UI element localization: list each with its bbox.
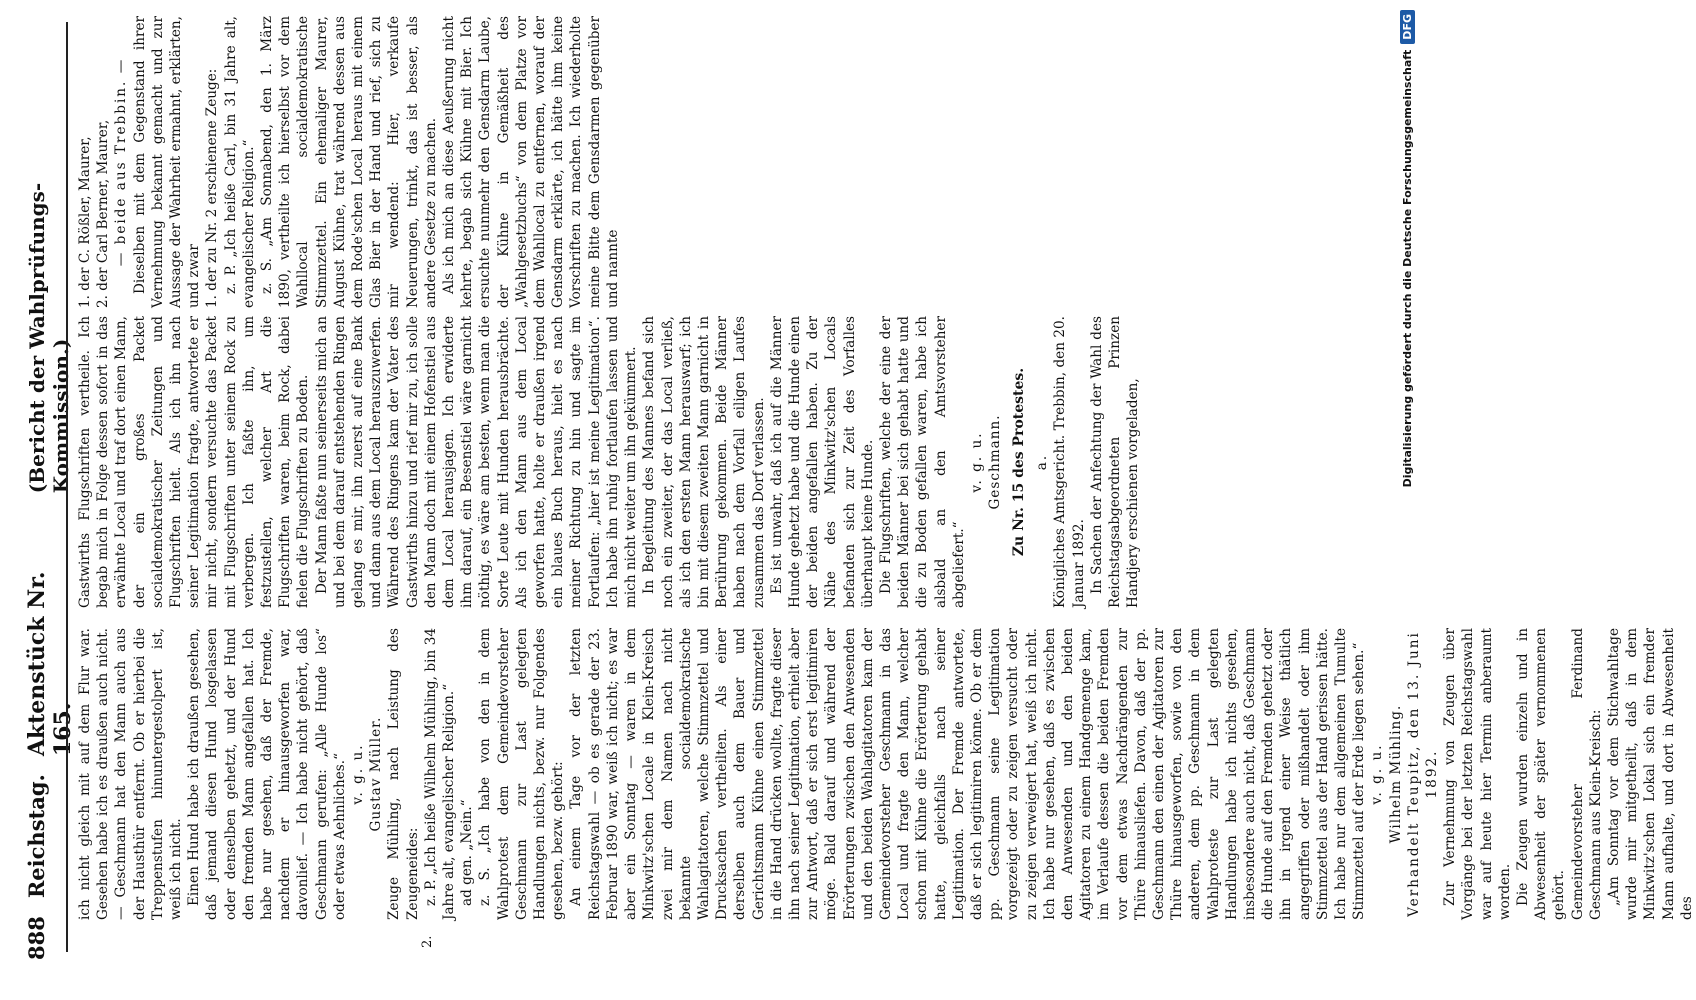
paragraph: ad gen. „Nein.“ — [459, 799, 476, 906]
paragraph: — beide aus Trebbin. — — [113, 57, 130, 267]
paragraph: Es ist unwahr, daß ich auf die Männer Hunde gehetzt habe und die Hunde einen der beiden angefallen haben. Zu der Nähe des Minkwitz'schen Locals befanden sich zur Zeit des Vorfalles überhaupt keine Hunde. — [768, 316, 876, 608]
paragraph: z. S. „Ich habe von den in dem Wahlprotest dem Gemeindevorsteher Geschmann zur Last gelegten Handlungen nichts, bezw. nur Folgendes gesehen, bezw. gehört: — [477, 628, 567, 920]
paragraph: „Am Sonntag vor dem Stichwahltage wurde mir mitgetheilt, daß in dem Minkwitz'schen Lokal sich ein fremder Mann aufhalte, und dort in Abwesenheit des — [1606, 628, 1695, 920]
signature-name: Wilhelm Mühling. — [1387, 704, 1404, 844]
list-item: 1. der C. Rößler, Maurer, — [77, 136, 93, 308]
section-heading: Zu Nr. 15 des Protestes. — [1011, 367, 1028, 557]
paragraph: Königliches Amtsgericht. Trebbin, den 20. Januar 1892. — [1052, 316, 1087, 608]
text-column-right — [76, 16, 866, 308]
page-number: 888 — [24, 916, 49, 960]
signature-formula: v. g. u. — [350, 743, 367, 805]
paragraph: Die Zeugen wurden einzeln und in Abwesenheit der später vernommenen gehört. — [1515, 628, 1568, 920]
page-header — [24, 30, 76, 960]
paragraph: ich nicht gleich mit auf dem Flur war. Gesehen habe ich es draußen auch nicht. — Geschmann hat den Mann auch aus der Hausthür entfernt. Ob er hierbei die Treppenstufen hinuntergestolpert ist, weiß ich nicht. — [77, 628, 185, 920]
document-number: Aktenstück Nr. 165. — [24, 571, 76, 757]
paragraph: Einen Hund habe ich draußen gesehen, daß jemand diesen Hund losgelassen oder denselben gehetzt, und der Hund den fremden Mann angefallen hat. Ich habe nur gesehen, daß der Fremde, nachdem er hinausgeworfen war, davonlief. — Ich habe nicht gehört, daß Geschmann gerufen: „Alle Hunde los“ oder etwas Aehnliches.“ — [186, 628, 348, 920]
paragraph: An einem Tage vor der letzten Reichstagswahl — ob es gerade der 23. Februar 1890 war, weiß ich nicht; es war aber ein Sonntag — waren in dem Minkwitz'schen Locale in Klein-Kreisch zwei mir dem Namen nach nicht bekannte socialdemokratische Wahlagitatoren, welche Stimmzettel und Drucksachen vertheilten. Als einer derselben auch dem Bauer und Gerichtsmann Kühne einen Stimmzettel in die Hand drücken wollte, fragte dieser ihn nach seiner Legitimation, erhielt aber zur Antwort, daß er sich erst legitimiren möge. Bald darauf und während der Erörterungen zwischen den Anwesenden und den beiden Wahlagitatoren kam der Gemeindevorsteher Geschmann in das Local und fragte den Mann, welcher schon mit Kühne die Erörterung gehabt hatte, gleichfalls nach seiner Legitimation. Der Fremde antwortete, daß er sich legitimiren könne. Ob er dem pp. Geschmann seine Legitimation vorgezeigt oder zu zeigen versucht oder zu zeigen verweigert hat, weiß ich nicht. Ich habe nur gesehen, daß es zwischen den Anwesenden und den beiden Agitatoren zu einem Handgemenge kam, im Verlaufe dessen die beiden Fremden vor dem etwas Nachdrängenden zur Thüre hinausliefen. Davon, daß der pp. Geschmann den einen der Agitatoren zur Thüre hinausgeworfen, sowie von den anderen, dem pp. Geschmann in dem Wahlproteste zur Last gelegten Handlungen habe ich nichts gesehen, insbesondere auch nicht, daß Geschmann die Hunde auf den Fremden gehetzt oder ihn in irgend einer Weise thätlich angegriffen oder mißhandelt oder ihm Stimmzettel aus der Hand gerissen hätte. Ich habe nur dem allgemeinen Tumulte Stimmzettel auf der Erde liegen sehen.“ — [568, 628, 1368, 920]
dfg-logo: DFG — [1400, 10, 1415, 44]
paragraph: Der Mann faßte nun seinerseits mich an und bei dem darauf entstehenden Ringen gelang es mir, ihn zuerst auf eine Bank und dann aus dem Local herauszuwerfen. Während des Ringens kam der Vater des Gastwirths hinzu und rief mir zu, ich solle den Mann doch mit einem Hofenstiel aus dem Local herausjagen. Ich erwiderte ihm darauf, ein Besenstiel wäre garnicht nöthig, es wäre am besten, wenn man die Sorte Leute mit Hunden herausbrächte. Als ich den Mann aus dem Local geworfen hatte, holte er draußen irgend ein blaues Buch heraus, hielt es nach meiner Richtung zu hin und sagte im Fortlaufen: „hier ist meine Legitimation“. Ich habe ihn ruhig fortlaufen lassen und mich nicht weiter um ihn gekümmert. — [313, 316, 640, 608]
paragraph: z. P. „Ich heiße Carl, bin 31 Jahre alt, evangelischer Religion.“ — [222, 16, 257, 308]
signature-name: Gustav Müller. — [368, 716, 385, 832]
text-column-middle — [76, 316, 1142, 608]
list-item: 2. der Carl Berner, Maurer, — [95, 119, 112, 308]
parliament-title: Reichstag. — [24, 774, 49, 899]
credit-text: Digitalisierung gefördert durch die Deutsche Forschungsgemeinschaft — [1400, 49, 1414, 488]
session-heading: Verhandelt Teupitz, den 13. Juni 1892. — [1405, 631, 1441, 917]
paragraph: Gastwirths Flugschriften vertheile. Ich begab mich in Folge dessen sofort in das erwähnte Local und traf dort einen Mann, der ein großes Packet socialdemokratischer Zeitungen und Flugschriften hielt. Als ich ihn nach seiner Legitimation fragte, antwortete er mir nicht, sondern versuchte das Packet mit Flugschriften unter seinem Rock zu verbergen. Ich faßte ihn, um festzustellen, welcher Art die Flugschriften waren, beim Rock, dabei fielen die Flugschriften zu Boden. — [77, 316, 312, 608]
paragraph: Die Flugschriften, welche der eine der beiden Männer bei sich gehabt hatte und die zu Boden gefallen waren, habe ich alsbald an den Amtsvorsteher abgeliefert.“ — [877, 316, 967, 608]
paragraph: Zur Vernehmung von Zeugen über Vorgänge bei der letzten Reichstagswahl war auf heute hier Termin anberaumt worden. — [1442, 628, 1513, 920]
section-letter: a. — [1034, 453, 1051, 471]
paragraph: z. S. „Am Sonnabend, den 1. März 1890, vertheilte ich hierselbst vor dem Wahllocal socialdemokratische Stimmzettel. Ein ehemaliger Maurer, August Kühne, trat während dessen aus dem Rode'schen Local heraus mit einem Glas Bier in der Hand und rief, sich zu mir wendend: Hier, verkaufe Neuerungen, trinkt, das ist besser, als andere Gesetze zu machen. — [259, 16, 439, 308]
digitization-credit — [1390, 10, 1424, 990]
paragraph: Als ich mich an diese Aeußerung nicht kehrte, begab sich Kühne mit Bier. Ich ersuchte nunmehr den Gensdarm Laube, der Kühne in Gemäßheit des „Wahlgesetzbuchs“ von dem Platze vor dem Wahllocal zu entfernen, worauf der Gensdarm erklärte, ich hätte ihm keine Vorschriften zu machen. Ich wiederholte meine Bitte dem Gensdarmen gegenüber und nannte — [441, 16, 621, 308]
paragraph: In Sachen der Anfechtung der Wahl des Reichstagsabgeordneten Prinzen Handjery erschienen vorgeladen, — [1088, 316, 1142, 608]
signature-name: Geschmann. — [987, 414, 1004, 510]
paragraph: z. P. „Ich heiße Wilhelm Mühling, bin 34 Jahre alt, evangelischer Religion.“ — [422, 628, 458, 920]
paragraph: Zeuge Mühling, nach Leistung des Zeugeneides: — [386, 628, 421, 920]
commission-title: (Bericht der Wahlprüfungs-Kommission.) — [25, 182, 73, 494]
text-column-left — [76, 628, 1695, 920]
paragraph: 1. der zu Nr. 2 erschienene Zeuge: — [204, 68, 221, 308]
margin-marker: 2. — [420, 935, 435, 948]
signature-formula: v. g. u. — [1369, 743, 1386, 805]
paragraph: Gemeindevorsteher Ferdinand Geschmann aus Klein-Kreisch: — [1569, 628, 1604, 920]
paragraph: In Begleitung des Mannes befand sich noch ein zweiter, der das Local verließ, als ich den ersten Mann herauswarf; ich bin mit diesem zweiten Mann garnicht in Berührung gekommen. Beide Männer haben nach dem Vorfall eiligen Laufes zusammen das Dorf verlassen. — [641, 316, 767, 608]
signature-formula: v. g. u. — [968, 431, 985, 493]
paragraph: Dieselben mit dem Gegenstand ihrer Vernehmung bekannt gemacht und zur Aussage der Wahrheit ermahnt, erklärten, und zwar — [131, 16, 203, 308]
header-rule — [66, 22, 68, 952]
